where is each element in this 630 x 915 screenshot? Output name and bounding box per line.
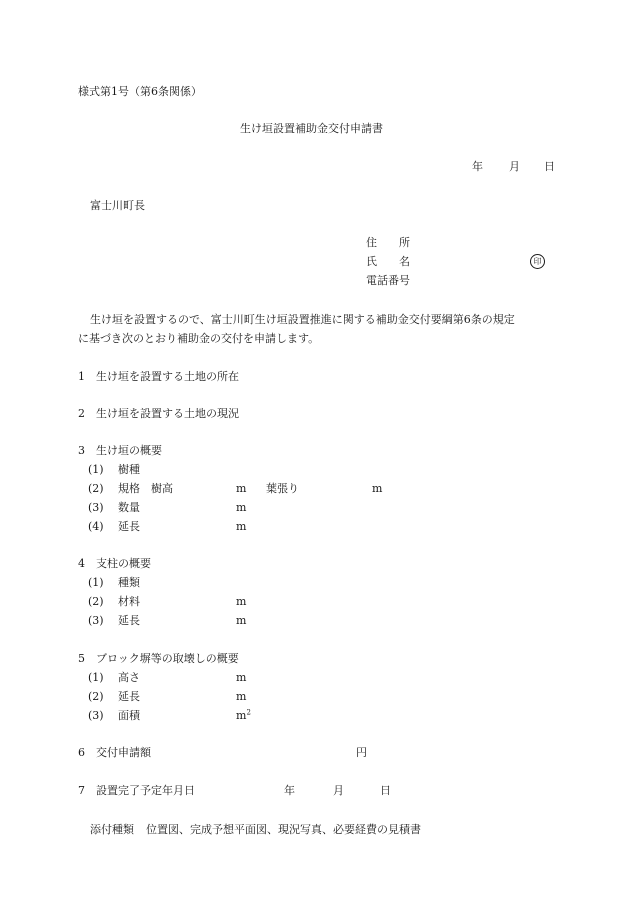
section-7-number: 7 <box>78 784 85 797</box>
item-3-4-label: 延長 <box>118 520 140 533</box>
item-5-1-label: 高さ <box>118 671 140 684</box>
seal-mark: 印 <box>530 254 545 269</box>
section-1-number: 1 <box>78 370 85 383</box>
item-4-2-unit: m <box>236 595 247 608</box>
attachments-label: 添付種類 <box>90 823 134 836</box>
section-3-label: 生け垣の概要 <box>96 444 162 457</box>
section-7-day: 日 <box>380 784 391 797</box>
item-3-4-number: (4) <box>88 520 104 533</box>
form-number: 様式第1号（第6条関係） <box>78 85 202 98</box>
date-month: 月 <box>509 160 520 173</box>
item-3-3-number: (3) <box>88 501 104 514</box>
section-5-label: ブロック塀等の取壊しの概要 <box>96 652 239 665</box>
item-4-2-label: 材料 <box>118 595 140 608</box>
item-3-4-unit: m <box>236 520 247 533</box>
item-4-2-number: (2) <box>88 595 104 608</box>
item-3-2-label: 規格 樹高 <box>118 482 173 495</box>
date-day: 日 <box>544 160 555 173</box>
section-7-month: 月 <box>333 784 344 797</box>
item-4-3-number: (3) <box>88 614 104 627</box>
item-3-2-extra-unit: m <box>372 482 383 495</box>
address-label: 住 所 <box>366 236 410 249</box>
item-3-2-number: (2) <box>88 482 104 495</box>
item-4-1-number: (1) <box>88 576 104 589</box>
item-5-3-label: 面積 <box>118 709 140 722</box>
item-5-3-number: (3) <box>88 709 104 722</box>
name-label: 氏 名 <box>366 255 410 268</box>
phone-label: 電話番号 <box>366 274 410 287</box>
item-3-2-unit: m <box>236 482 247 495</box>
item-5-1-unit: m <box>236 671 247 684</box>
item-5-3-unit-superscript: 2 <box>246 708 251 717</box>
section-5-number: 5 <box>78 652 85 665</box>
item-3-3-unit: m <box>236 501 247 514</box>
item-4-3-unit: m <box>236 614 247 627</box>
section-6-unit: 円 <box>356 746 367 759</box>
item-5-2-label: 延長 <box>118 690 140 703</box>
section-7-label: 設置完了予定年月日 <box>96 784 195 797</box>
item-5-2-unit: m <box>236 690 247 703</box>
item-5-1-number: (1) <box>88 671 104 684</box>
item-3-3-label: 数量 <box>118 501 140 514</box>
attachments-text: 位置図、完成予想平面図、現況写真、必要経費の見積書 <box>146 823 421 836</box>
item-5-2-number: (2) <box>88 690 104 703</box>
section-7-year: 年 <box>284 784 295 797</box>
item-5-3-unit-base: m <box>236 709 247 722</box>
item-3-1-number: (1) <box>88 463 104 476</box>
document-title: 生け垣設置補助金交付申請書 <box>240 122 383 135</box>
section-6-number: 6 <box>78 746 85 759</box>
addressee: 富士川町長 <box>90 199 145 212</box>
section-4-number: 4 <box>78 557 85 570</box>
section-2-number: 2 <box>78 407 85 420</box>
item-3-1-label: 樹種 <box>118 463 140 476</box>
section-6-label: 交付申請額 <box>96 746 151 759</box>
section-4-label: 支柱の概要 <box>96 557 151 570</box>
body-line-1: 生け垣を設置するので、富士川町生け垣設置推進に関する補助金交付要綱第6条の規定 <box>90 313 515 326</box>
body-line-2: に基づき次のとおり補助金の交付を申請します。 <box>78 332 320 345</box>
item-4-3-label: 延長 <box>118 614 140 627</box>
item-3-2-extra-label: 葉張り <box>266 482 299 495</box>
item-5-3-unit <box>236 709 251 723</box>
section-1-label: 生け垣を設置する土地の所在 <box>96 370 239 383</box>
section-3-number: 3 <box>78 444 85 457</box>
item-4-1-label: 種類 <box>118 576 140 589</box>
date-year: 年 <box>472 160 483 173</box>
section-2-label: 生け垣を設置する土地の現況 <box>96 407 239 420</box>
